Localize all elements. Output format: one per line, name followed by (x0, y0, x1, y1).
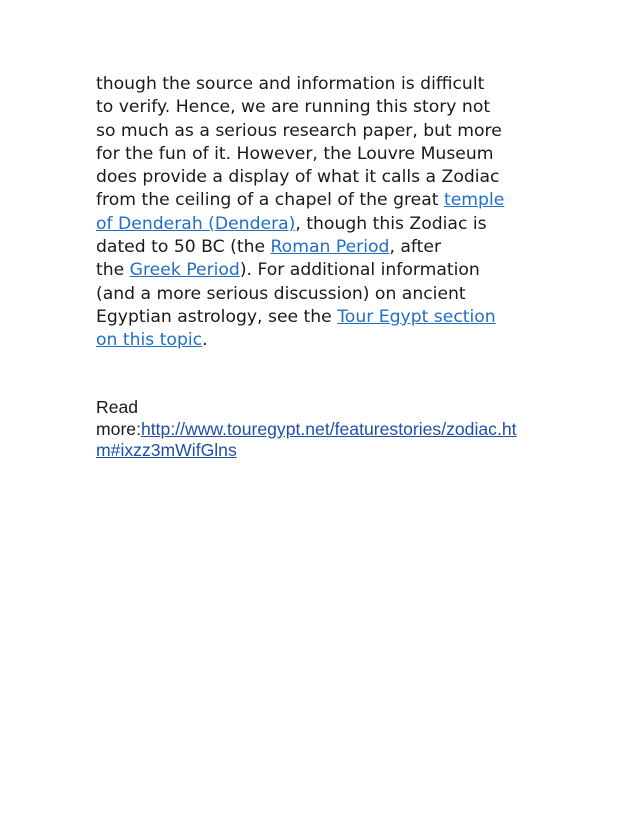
paragraph-text: from the ceiling of a chapel of the great (96, 190, 444, 211)
read-more-label: Read (96, 397, 139, 417)
paragraph-line (96, 213, 556, 236)
article-paragraph (96, 73, 556, 353)
paragraph-text: , though this Zodiac is (295, 213, 487, 234)
paragraph-line: does provide a display of what it calls a Zodiac (96, 167, 500, 188)
read-more-prefix: more: (96, 418, 141, 439)
paragraph-text: , after (389, 237, 442, 258)
paragraph-line (96, 259, 556, 282)
temple-of-denderah-link-continued[interactable]: of Denderah (Dendera) (96, 213, 296, 234)
paragraph-line (96, 329, 556, 352)
source-url-link-continued[interactable]: m#ixzz3mWifGlns (96, 440, 237, 460)
tour-egypt-section-link[interactable]: Tour Egypt section (337, 306, 496, 327)
paragraph-line: (and a more serious discussion) on ancient (96, 283, 466, 304)
paragraph-line: though the source and information is difficult (96, 74, 485, 94)
paragraph-text: dated to 50 BC (the (96, 237, 271, 258)
source-url-link[interactable]: http://www.touregypt.net/featurestories/zodiac.ht (140, 418, 517, 439)
read-more-block (96, 397, 566, 462)
paragraph-line: for the fun of it. However, the Louvre Museum (96, 143, 494, 164)
paragraph-text: ). For additional information (239, 260, 480, 281)
paragraph-text: Egyptian astrology, see the (96, 306, 338, 327)
read-more-line (96, 419, 566, 441)
tour-egypt-section-link-continued[interactable]: on this topic (96, 330, 203, 351)
paragraph-line (96, 306, 556, 329)
paragraph-line: to verify. Hence, we are running this story not (96, 97, 491, 118)
paragraph-line (96, 236, 556, 259)
temple-of-denderah-link[interactable]: temple (443, 190, 505, 211)
paragraph-text: the (96, 260, 130, 281)
read-more-line (96, 440, 566, 462)
roman-period-link[interactable]: Roman Period (270, 237, 390, 258)
paragraph-text: . (202, 330, 208, 351)
paragraph-line: so much as a serious research paper, but more (96, 120, 502, 141)
greek-period-link[interactable]: Greek Period (129, 260, 240, 281)
paragraph-line (96, 189, 556, 212)
